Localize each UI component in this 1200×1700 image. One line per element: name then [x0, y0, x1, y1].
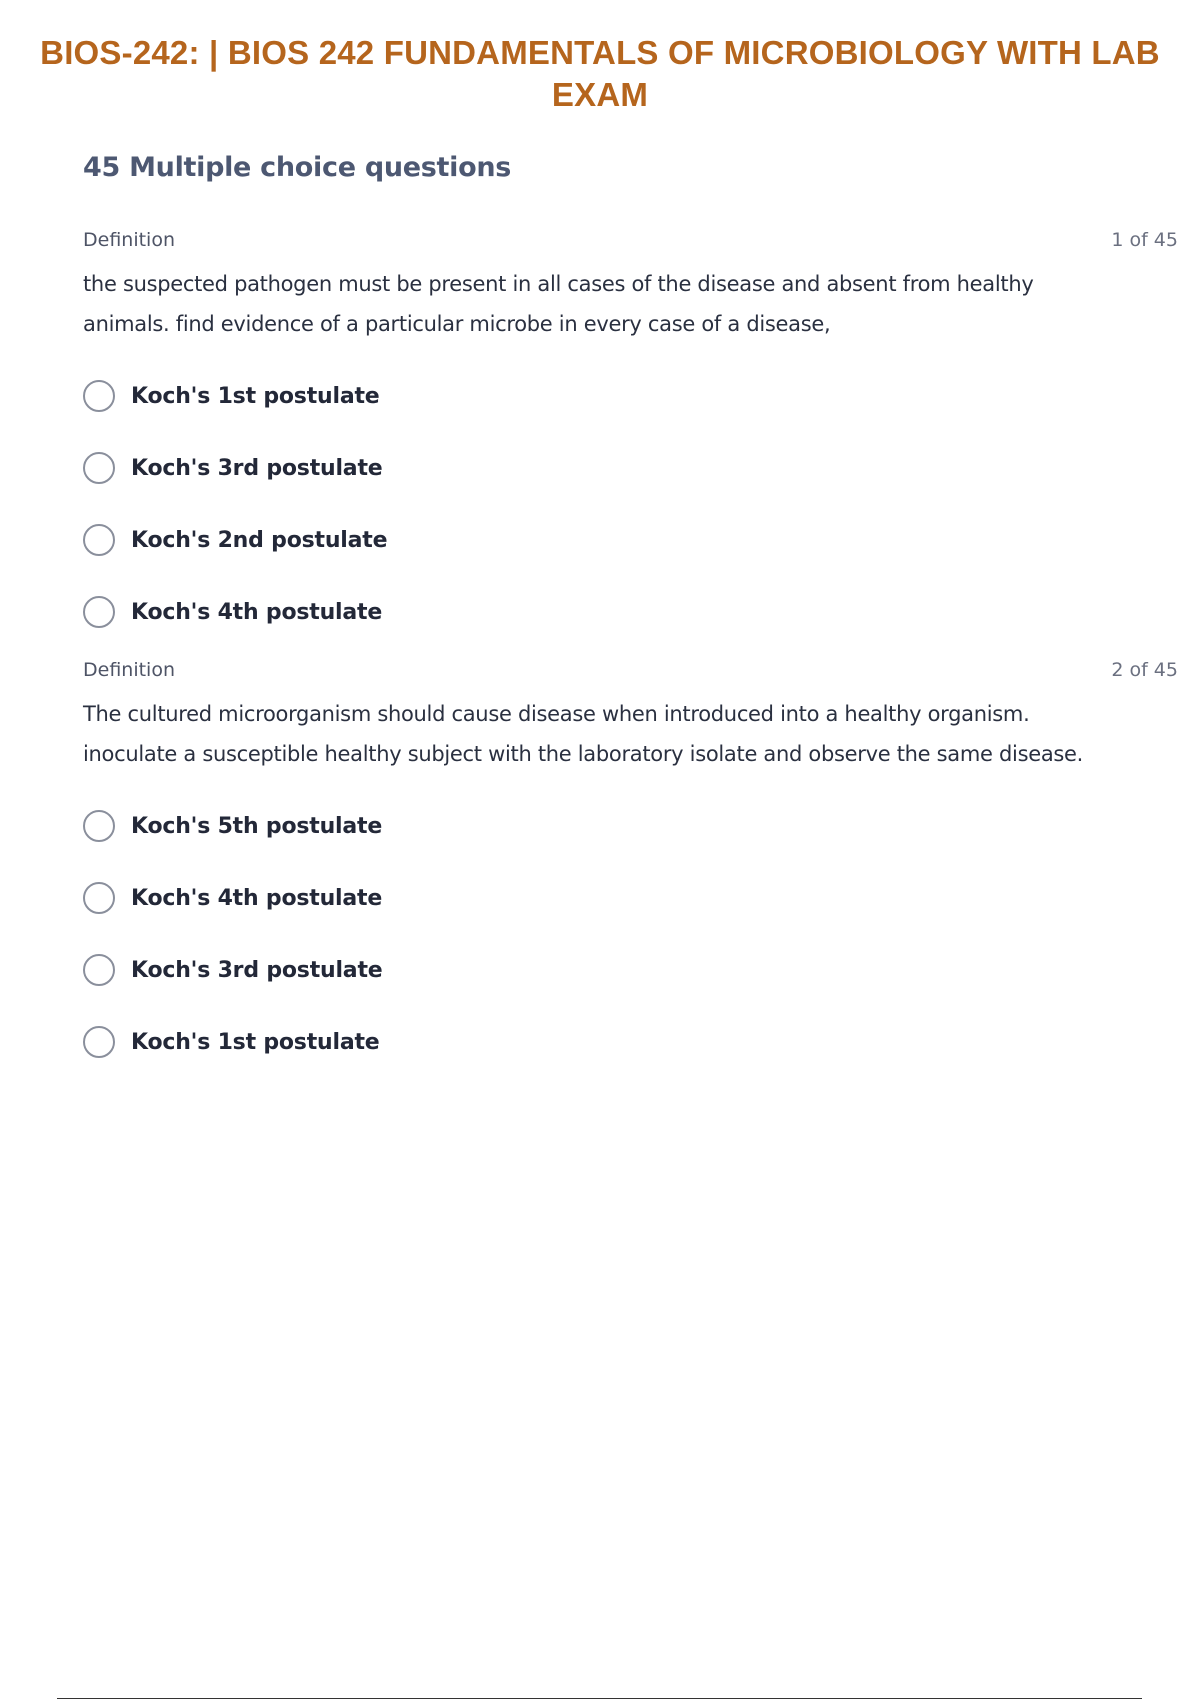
answer-option[interactable]	[83, 1006, 1178, 1078]
question-text-line: The cultured microorganism should cause disease when introduced into a healthy organism.	[83, 702, 1030, 726]
answer-option-label: Koch's 1st postulate	[131, 383, 380, 409]
question-text-line: the suspected pathogen must be present in all cases of the disease and absent from healthy	[83, 272, 1034, 296]
answer-option-label: Koch's 3rd postulate	[131, 957, 383, 983]
radio-button[interactable]	[83, 1026, 115, 1058]
page-title-line-2: EXAM	[551, 76, 649, 114]
answer-option[interactable]	[83, 576, 1178, 648]
radio-button[interactable]	[83, 596, 115, 628]
question-header	[83, 226, 1178, 254]
footer-divider	[57, 1698, 1142, 1699]
question-counter: 1 of 45	[1111, 229, 1178, 251]
answer-option[interactable]	[83, 862, 1178, 934]
section-heading: 45 Multiple choice questions	[83, 152, 512, 183]
radio-button[interactable]	[83, 954, 115, 986]
question-card	[83, 656, 1178, 1078]
radio-button[interactable]	[83, 810, 115, 842]
answer-options	[83, 360, 1178, 648]
question-type-label: Definition	[83, 659, 176, 681]
radio-button[interactable]	[83, 452, 115, 484]
answer-option-label: Koch's 4th postulate	[131, 885, 383, 911]
answer-option-label: Koch's 1st postulate	[131, 1029, 380, 1055]
answer-option-label: Koch's 3rd postulate	[131, 455, 383, 481]
question-text-line: inoculate a susceptible healthy subject with the laboratory isolate and observe the same disease.	[83, 742, 1084, 766]
radio-button[interactable]	[83, 380, 115, 412]
answer-option[interactable]	[83, 432, 1178, 504]
answer-option-label: Koch's 5th postulate	[131, 813, 383, 839]
answer-option-label: Koch's 2nd postulate	[131, 527, 388, 553]
radio-button[interactable]	[83, 524, 115, 556]
question-text	[83, 264, 1178, 344]
question-counter: 2 of 45	[1111, 659, 1178, 681]
page-title-line-1: BIOS-242: | BIOS 242 FUNDAMENTALS OF MICROBIOLOGY WITH LAB	[40, 34, 1160, 72]
answer-option-label: Koch's 4th postulate	[131, 599, 383, 625]
answer-option[interactable]	[83, 790, 1178, 862]
question-type-label: Definition	[83, 229, 176, 251]
answer-options	[83, 790, 1178, 1078]
answer-option[interactable]	[83, 934, 1178, 1006]
answer-option[interactable]	[83, 504, 1178, 576]
question-text	[83, 694, 1178, 774]
answer-option[interactable]	[83, 360, 1178, 432]
question-header	[83, 656, 1178, 684]
page-title	[0, 36, 1200, 120]
question-text-line: animals. find evidence of a particular microbe in every case of a disease,	[83, 312, 831, 336]
question-card	[83, 226, 1178, 648]
radio-button[interactable]	[83, 882, 115, 914]
